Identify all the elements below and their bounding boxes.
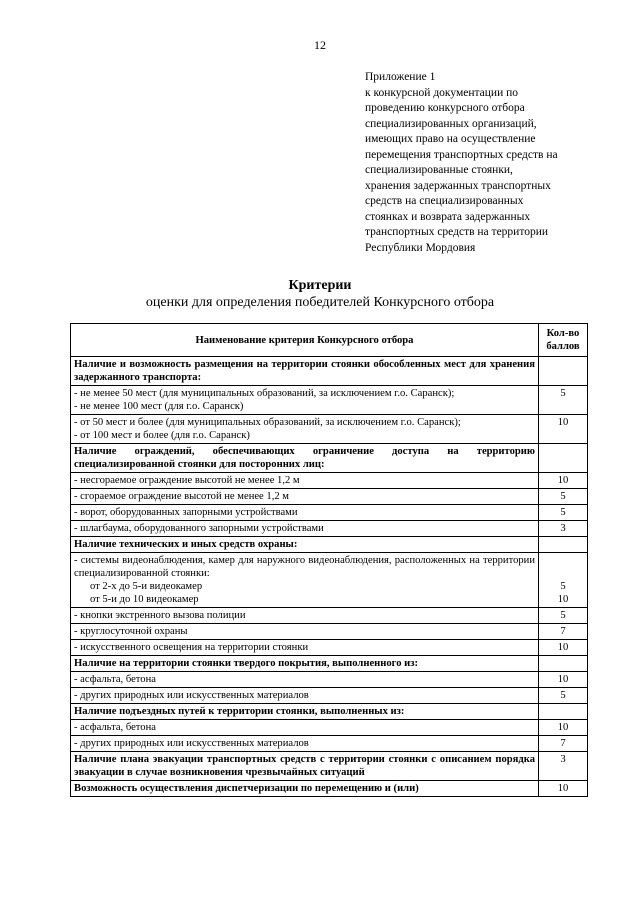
appendix-line: перемещения транспортных средств на	[365, 148, 558, 161]
appendix-line: специализированных организаций,	[365, 117, 537, 130]
page-number: 12	[314, 38, 326, 52]
table-row	[71, 640, 588, 656]
appendix-line: к конкурсной документации по	[365, 86, 519, 99]
criterion-text: - асфальта, бетона	[71, 720, 539, 736]
score-cell	[539, 656, 588, 672]
criterion-subline: от 5-и до 10 видеокамер	[90, 594, 199, 605]
table-row	[71, 720, 588, 736]
section-heading: Наличие подъездных путей к территории стоянки, выполненных из:	[71, 704, 539, 720]
score-cell: 10	[539, 672, 588, 688]
criterion-text: - искусственного освещения на территории стоянки	[71, 640, 539, 656]
appendix-line: имеющих право на осуществление	[365, 133, 536, 145]
score-cell	[539, 444, 588, 473]
score-cell: 10	[539, 720, 588, 736]
score-cell: 5	[539, 505, 588, 521]
table-row	[71, 521, 588, 537]
score-cell	[539, 357, 588, 386]
table-row	[71, 608, 588, 624]
header-criterion-name: Наименование критерия Конкурсного отбора	[71, 324, 539, 357]
table-row	[71, 357, 588, 386]
criterion-text	[71, 386, 539, 415]
table-row	[71, 752, 588, 781]
score-cell: 3	[539, 752, 588, 781]
criterion-text	[71, 553, 539, 608]
table-row	[71, 624, 588, 640]
table-row	[71, 489, 588, 505]
score-cell: 10	[539, 415, 588, 444]
table-row	[71, 688, 588, 704]
score-cell: 10	[539, 640, 588, 656]
score-cell: 7	[539, 624, 588, 640]
score-cell	[539, 553, 588, 608]
table-row	[71, 473, 588, 489]
criterion-line: - от 100 мест и более (для г.о. Саранск)	[74, 430, 250, 441]
criterion-text: - других природных или искусственных материалов	[71, 736, 539, 752]
appendix-block	[365, 70, 627, 256]
criterion-text: - несгораемое ограждение высотой не менее 1,2 м	[71, 473, 539, 489]
appendix-line: специализированные стоянки,	[365, 164, 513, 176]
appendix-line: проведению конкурсного отбора	[365, 102, 525, 114]
score-spacer	[542, 567, 584, 580]
score-cell: 5	[539, 608, 588, 624]
appendix-line: хранения задержанных транспортных	[365, 179, 551, 192]
table-row	[71, 656, 588, 672]
table-row	[71, 415, 588, 444]
section-heading: Наличие на территории стоянки твердого покрытия, выполненного из:	[71, 656, 539, 672]
criterion-text: - других природных или искусственных материалов	[71, 688, 539, 704]
table-row	[71, 781, 588, 797]
appendix-line: транспортных средств на территории	[365, 226, 549, 238]
criterion-text	[71, 415, 539, 444]
criterion-line: - системы видеонаблюдения, камер для наружного видеонаблюдения, расположенных на территории специализированной стоянки:	[74, 555, 535, 579]
score-cell: 5	[539, 688, 588, 704]
table-row	[71, 444, 588, 473]
table-row	[71, 672, 588, 688]
appendix-line: стоянках и возврата задержанных	[365, 210, 531, 223]
criteria-table	[70, 323, 588, 797]
criterion-line: - не менее 50 мест (для муниципальных образований, за исключением г.о. Саранск);	[74, 388, 455, 399]
table-row	[71, 537, 588, 553]
table-row	[71, 704, 588, 720]
criterion-text: - кнопки экстренного вызова полиции	[71, 608, 539, 624]
section-heading: Возможность осуществления диспетчеризации по перемещению и (или)	[71, 781, 539, 797]
score-spacer	[542, 554, 584, 567]
table-row	[71, 386, 588, 415]
table-row	[71, 505, 588, 521]
table-row	[71, 553, 588, 608]
section-heading: Наличие плана эвакуации транспортных средств с территории стоянки с описанием порядка эвакуации в случае возникновения чрезвычайных ситуаций	[71, 752, 539, 781]
score-cell: 5	[539, 489, 588, 505]
score-cell: 10	[539, 781, 588, 797]
appendix-line: Республики Мордовия	[365, 241, 476, 254]
section-heading: Наличие и возможность размещения на территории стоянки обособленных мест для хранения задержанного транспорта:	[71, 357, 539, 386]
table-header-row	[71, 324, 588, 357]
appendix-line: Приложение 1	[365, 71, 436, 83]
table-row	[71, 736, 588, 752]
criterion-text: - шлагбаума, оборудованного запорными устройствами	[71, 521, 539, 537]
appendix-line: средств на специализированных	[365, 195, 524, 207]
section-heading: Наличие ограждений, обеспечивающих ограничение доступа на территорию специализированной стоянки для посторонних лиц:	[71, 444, 539, 473]
criterion-text: - сгораемое ограждение высотой не менее 1,2 м	[71, 489, 539, 505]
score-cell: 10	[539, 473, 588, 489]
criterion-subline: от 2-х до 5-и видеокамер	[90, 581, 203, 592]
score-cell: 7	[539, 736, 588, 752]
criterion-line: - от 50 мест и более (для муниципальных образований, за исключением г.о. Саранск);	[74, 417, 461, 428]
header-score: Кол-во баллов	[539, 324, 588, 357]
criterion-line: - не менее 100 мест (для г.о. Саранск)	[74, 401, 244, 412]
criterion-text: - асфальта, бетона	[71, 672, 539, 688]
score-cell: 3	[539, 521, 588, 537]
criterion-text: - круглосуточной охраны	[71, 624, 539, 640]
score-cell	[539, 704, 588, 720]
criterion-text: - ворот, оборудованных запорными устройствами	[71, 505, 539, 521]
score-cell: 5	[539, 386, 588, 415]
score-cell	[539, 537, 588, 553]
score-value: 5	[560, 581, 566, 592]
section-heading: Наличие технических и иных средств охраны:	[71, 537, 539, 553]
document-title: Критерии	[288, 278, 352, 293]
document-subtitle: оценки для определения победителей Конкурсного отбора	[145, 295, 495, 310]
score-value: 10	[557, 594, 569, 605]
